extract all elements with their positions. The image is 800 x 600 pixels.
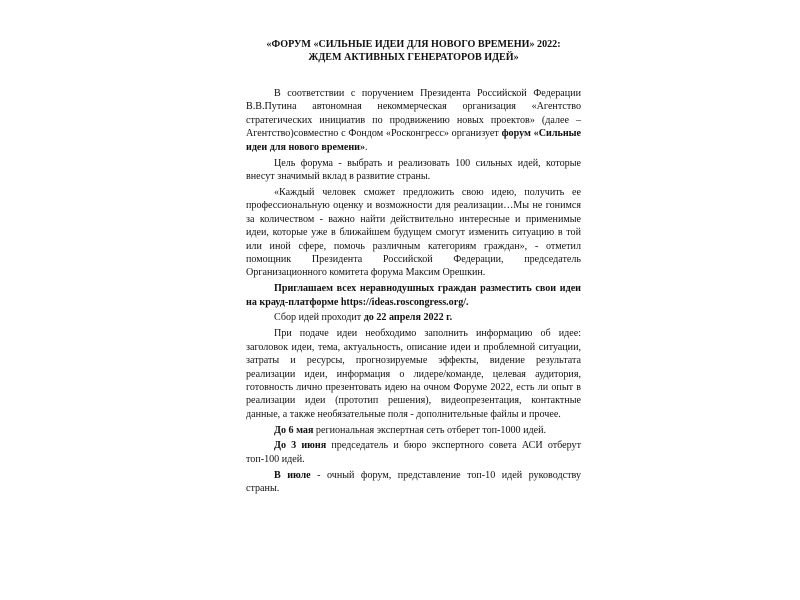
document-title xyxy=(246,38,581,64)
invitation-text: Приглашаем всех неравнодушных граждан разместить свои идеи на крауд-платформе https://ideas.roscongress.org/. xyxy=(246,283,581,308)
paragraph-intro xyxy=(246,87,581,154)
paragraph-goal: Цель форума - выбрать и реализовать 100 сильных идей, которые внесут значимый вклад в развитие страны. xyxy=(246,157,581,183)
deadline-date: до 22 апреля 2022 г. xyxy=(363,312,453,324)
forum-name: форум «Сильные идеи для нового времени» xyxy=(246,128,581,153)
july-text: - очный форум, представление топ-10 идей руководству страны. xyxy=(246,469,581,495)
paragraph-deadline xyxy=(246,311,581,324)
intro-end: . xyxy=(365,141,368,153)
paragraph-invitation xyxy=(246,282,581,309)
document-page xyxy=(246,38,581,498)
intro-text: В соответствии с поручением Президента Российской Федерации В.В.Путина автономная некоммерческая организация «Агентство стратегических инициатив по продвижению новых проектов» (далее – Агентство)совместно с Фондом «Росконгресс» организует xyxy=(246,88,581,140)
may-date: До 6 мая xyxy=(274,424,314,436)
paragraph-quote: «Каждый человек сможет предложить свою идею, получить ее профессиональную оценку и возможности для реализации…Мы не гонимся за количеством - важно найти действительно интересные и применимые идеи, которые уже в ближайшем будущем смогут изменить ситуацию в той или иной сфере, помочь различным категориям граждан», - отметил помощник Президента Российской Федерации, председатель Организационного комитета форума Максим Орешкин. xyxy=(246,186,581,279)
paragraph-may xyxy=(246,424,581,437)
july-date: В июле xyxy=(274,469,311,481)
title-line-2: ЖДЕМ АКТИВНЫХ ГЕНЕРАТОРОВ ИДЕЙ» xyxy=(308,52,519,63)
june-date: До 3 июня xyxy=(274,440,327,452)
may-text: региональная экспертная сеть отберет топ-1000 идей. xyxy=(313,424,547,436)
paragraph-requirements: При подаче идеи необходимо заполнить информацию об идее: заголовок идеи, тема, актуальность, описание идеи и проблемной ситуации, затраты и ресурсы, прогнозируемые эффекты, видение результата реализации идеи, информация о лидере/команде, целевая аудитория, готовность лично презентовать идею на очном Форуме 2022, есть ли опыт в реализации идеи (прототип решения), видеопрезентация, контактные данные, а также необязательные поля - дополнительные файлы и прочее. xyxy=(246,328,581,420)
deadline-text: Сбор идей проходит xyxy=(274,312,364,324)
paragraph-july xyxy=(246,469,581,496)
title-line-1: «ФОРУМ «СИЛЬНЫЕ ИДЕИ ДЛЯ НОВОГО ВРЕМЕНИ» 2022: xyxy=(266,39,561,50)
paragraph-june xyxy=(246,439,581,466)
june-text: председатель и бюро экспертного совета АСИ отберут топ-100 идей. xyxy=(246,440,582,465)
